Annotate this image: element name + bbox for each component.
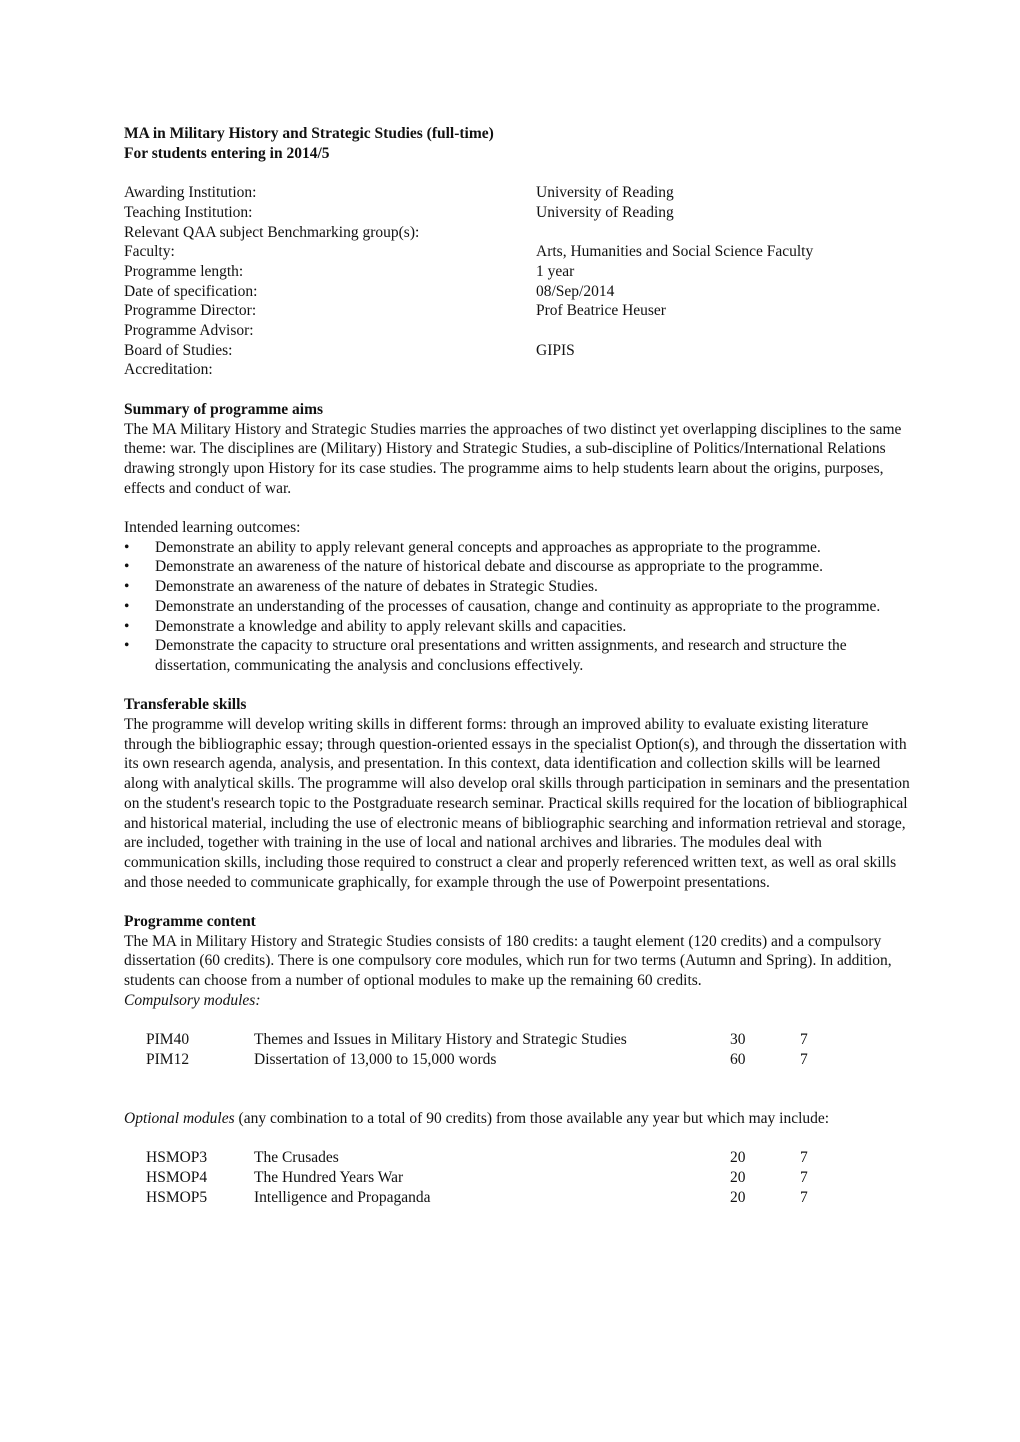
module-credits: 30 [730,1031,746,1049]
info-label: Programme Director: [124,302,257,320]
module-code: HSMOP5 [146,1188,208,1206]
info-label: Relevant QAA subject Benchmarking group(s): [124,223,420,241]
module-title: Dissertation of 13,000 to 15,000 words [254,1050,497,1068]
info-row [124,321,914,341]
module-code: PIM12 [146,1050,190,1068]
bullet-icon: • [124,637,130,655]
info-value: University of Reading [536,203,674,221]
info-value [536,321,914,341]
info-label: Awarding Institution: [124,184,257,202]
content-text: The MA in Military History and Strategic Studies consists of 180 credits: a taught element (120 credits) and a compulsory dissertation (60 credits). There is one compulsory core modules, which run for two terms (Autumn and Spring). In addition, students can choose from a number of optional modules to make up the remaining 60 credits. [124,932,892,990]
optional-modules-table [124,1148,914,1207]
info-row [124,242,914,262]
info-value: 1 year [536,262,575,280]
bullet-icon: • [124,617,130,635]
info-row [124,360,914,380]
info-value: 08/Sep/2014 [536,282,615,300]
module-credits: 60 [730,1050,746,1068]
content-heading: Programme content [124,913,256,931]
info-label: Board of Studies: [124,341,233,359]
optional-note: (any combination to a total of 90 credits) from those available any year but which may include: [234,1110,830,1128]
programme-info-table [124,183,914,380]
bullet-icon: • [124,578,130,596]
info-row [124,301,914,321]
info-value: Arts, Humanities and Social Science Faculty [536,243,814,261]
list-item: • Demonstrate a knowledge and ability to apply relevant skills and capacities. [124,617,627,635]
module-title: The Hundred Years War [254,1169,404,1187]
table-row [124,1030,914,1050]
bullet-icon: • [124,538,130,556]
module-code: PIM40 [146,1031,190,1049]
info-value: GIPIS [536,341,575,359]
info-value [536,360,914,380]
info-label: Date of specification: [124,282,258,300]
module-credits: 20 [730,1188,746,1206]
document-page [124,124,914,1208]
table-row [124,1050,914,1070]
list-item: • Demonstrate an awareness of the nature of historical debate and discourse as appropriate to the programme. [124,558,823,576]
module-credits: 20 [730,1149,746,1167]
info-row [124,262,914,282]
info-value: Prof Beatrice Heuser [536,302,666,320]
info-label: Faculty: [124,243,175,261]
info-row [124,282,914,302]
info-label: Programme Advisor: [124,322,254,340]
table-row [124,1168,914,1188]
list-item: • Demonstrate an understanding of the processes of causation, change and continuity as appropriate to the programme. [124,597,881,615]
skills-heading: Transferable skills [124,696,247,714]
info-value: University of Reading [536,184,674,202]
module-code: HSMOP4 [146,1169,208,1187]
info-row [124,183,914,203]
info-label: Teaching Institution: [124,203,253,221]
module-code: HSMOP3 [146,1149,208,1167]
table-row [124,1188,914,1208]
optional-intro [124,1109,914,1129]
info-label: Accreditation: [124,361,213,379]
document-title: MA in Military History and Strategic Studies (full-time) [124,125,494,142]
info-row [124,341,914,361]
module-level: 7 [800,1031,808,1049]
skills-text: The programme will develop writing skills in different forms: through an improved ability to evaluate existing literature through the bibliographic essay; through question-oriented essays in the specialist Option(s), and through the dissertation with its own research agenda, analysis, and presentation. In this context, data identification and collection skills will be learned along with analytical skills. The programme will also develop oral skills through participation in seminars and the presentation on the student's research topic to the Postgraduate research seminar. Practical skills required for the location of bibliographical and historical material, including the use of electronic means of bibliographic searching and information retrieval and storage, are included, together with training in the use of local and national archives and libraries. The modules deal with communication skills, including those required to construct a clear and properly referenced written text, as well as oral skills and those needed to communicate graphically, for example through the use of Powerpoint presentations. [124,716,910,891]
aims-heading: Summary of programme aims [124,400,324,418]
info-row [124,223,914,243]
list-item: • Demonstrate the capacity to structure oral presentations and written assignments, and research and structure the dissertation, communicating the analysis and conclusions effectively. [124,637,847,674]
outcomes-list [124,538,914,676]
outcomes-heading: Intended learning outcomes: [124,519,301,537]
module-title: The Crusades [254,1149,339,1167]
info-row [124,203,914,223]
compulsory-modules-table [124,1030,914,1069]
list-item: • Demonstrate an awareness of the nature of debates in Strategic Studies. [124,578,598,596]
module-title: Intelligence and Propaganda [254,1188,431,1206]
module-credits: 20 [730,1169,746,1187]
table-row [124,1148,914,1168]
info-label: Programme length: [124,262,244,280]
list-item: • Demonstrate an ability to apply relevant general concepts and approaches as appropriate to the programme. [124,538,821,556]
compulsory-label: Compulsory modules: [124,991,261,1009]
optional-label: Optional modules [124,1110,235,1128]
aims-text: The MA Military History and Strategic Studies marries the approaches of two distinct yet overlapping disciplines to the same theme: war. The disciplines are (Military) History and Strategic Studies, a sub-discipline of Politics/International Relations drawing strongly upon History for its case studies. The programme aims to help students learn about the origins, purposes, effects and conduct of war. [124,420,902,497]
bullet-icon: • [124,597,130,615]
info-value [536,223,914,243]
module-title: Themes and Issues in Military History and Strategic Studies [254,1031,627,1049]
module-level: 7 [800,1188,808,1206]
module-level: 7 [800,1050,808,1068]
module-level: 7 [800,1149,808,1167]
document-subtitle: For students entering in 2014/5 [124,144,330,162]
bullet-icon: • [124,558,130,576]
module-level: 7 [800,1169,808,1187]
